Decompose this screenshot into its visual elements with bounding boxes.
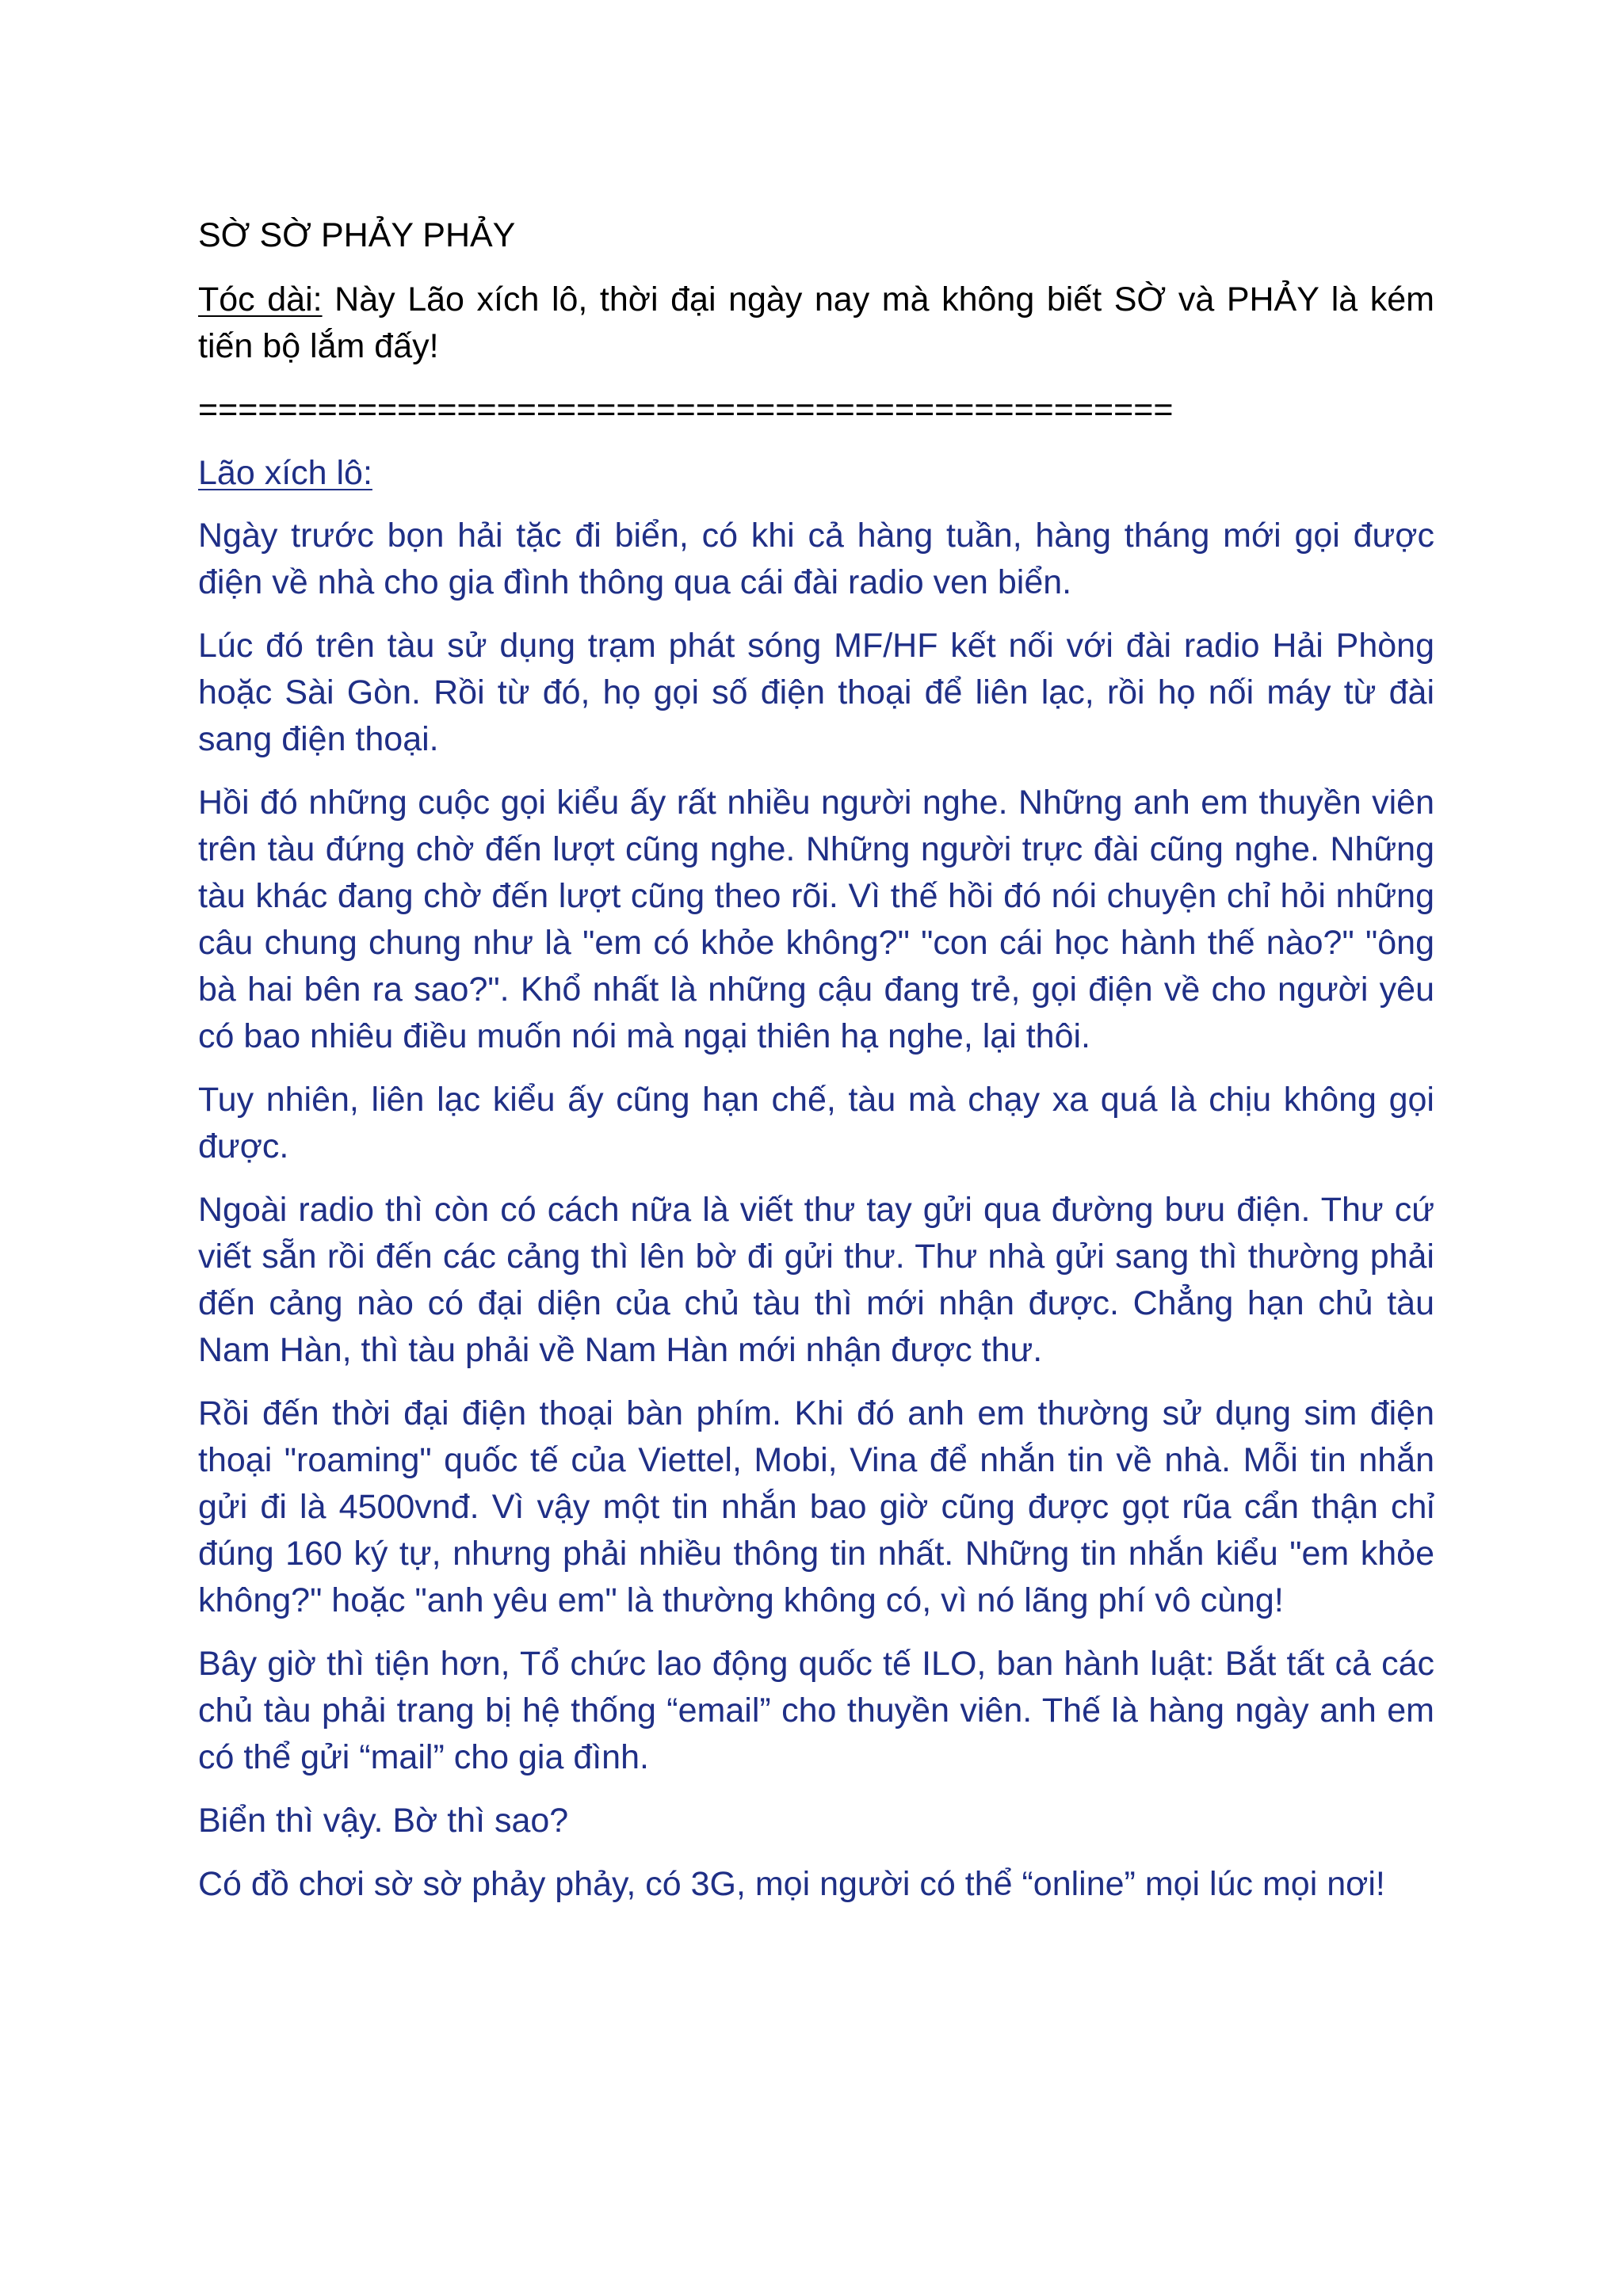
paragraph-4: Tuy nhiên, liên lạc kiểu ấy cũng hạn chế, tàu mà chạy xa quá là chịu không gọi được. <box>198 1081 1434 1165</box>
separator-line: ================================================= <box>198 391 1174 429</box>
document-page <box>198 212 1434 1924</box>
paragraph-8: Biển thì vậy. Bờ thì sao? <box>198 1802 569 1840</box>
reply-speaker <box>198 450 1434 497</box>
paragraph-6: Rồi đến thời đại điện thoại bàn phím. Khi đó anh em thường sử dụng sim điện thoại "roaming" quốc tế của Viettel, Mobi, Vina để nhắn tin về nhà. Mỗi tin nhắn gửi đi là 4500vnđ. Vì vậy một tin nhắn bao giờ cũng được gọt rũa cẩn thận chỉ đúng 160 ký tự, nhưng phải nhiều thông tin nhất. Những tin nhắn kiểu "em khỏe không?" hoặc "anh yêu em" là thường không có, vì nó lãng phí vô cùng! <box>198 1394 1434 1619</box>
paragraph-2: Lúc đó trên tàu sử dụng trạm phát sóng MF/HF kết nối với đài radio Hải Phòng hoặc Sài Gòn. Rồi từ đó, họ gọi số điện thoại để liên lạc, rồi họ nối máy từ đài sang điện thoại. <box>198 627 1434 758</box>
intro-paragraph <box>198 277 1434 370</box>
paragraph-9: Có đồ chơi sờ sờ phảy phảy, có 3G, mọi người có thể “online” mọi lúc mọi nơi! <box>198 1865 1385 1903</box>
intro-speaker: Tóc dài: <box>198 280 323 318</box>
reply-speaker-label: Lão xích lô: <box>198 454 372 492</box>
paragraph-3: Hồi đó những cuộc gọi kiểu ấy rất nhiều người nghe. Những anh em thuyền viên trên tàu đứng chờ đến lượt cũng nghe. Những người trực đài cũng nghe. Những tàu khác đang chờ đến lượt cũng theo rõi. Vì thế hồi đó nói chuyện chỉ hỏi những câu chung chung như là "em có khỏe không?" "con cái học hành thế nào?" "ông bà hai bên ra sao?". Khổ nhất là những cậu đang trẻ, gọi điện về cho người yêu có bao nhiêu điều muốn nói mà ngại thiên hạ nghe, lại thôi. <box>198 784 1434 1055</box>
paragraph-7: Bây giờ thì tiện hơn, Tổ chức lao động quốc tế ILO, ban hành luật: Bắt tất cả các chủ tàu phải trang bị hệ thống “email” cho thuyền viên. Thế là hàng ngày anh em có thể gửi “mail” cho gia đình. <box>198 1645 1434 1776</box>
document-title: SỜ SỜ PHẢY PHẢY <box>198 216 516 254</box>
paragraph-1: Ngày trước bọn hải tặc đi biển, có khi cả hàng tuần, hàng tháng mới gọi được điện về nhà cho gia đình thông qua cái đài radio ven biển. <box>198 517 1434 601</box>
intro-text: Này Lão xích lô, thời đại ngày nay mà không biết SỜ và PHẢY là kém tiến bộ lắm đấy! <box>198 280 1434 365</box>
paragraph-5: Ngoài radio thì còn có cách nữa là viết thư tay gửi qua đường bưu điện. Thư cứ viết sẵn rồi đến các cảng thì lên bờ đi gửi thư. Thư nhà gửi sang thì thường phải đến cảng nào có đại diện của chủ tàu thì mới nhận được. Chẳng hạn chủ tàu Nam Hàn, thì tàu phải về Nam Hàn mới nhận được thư. <box>198 1191 1434 1369</box>
